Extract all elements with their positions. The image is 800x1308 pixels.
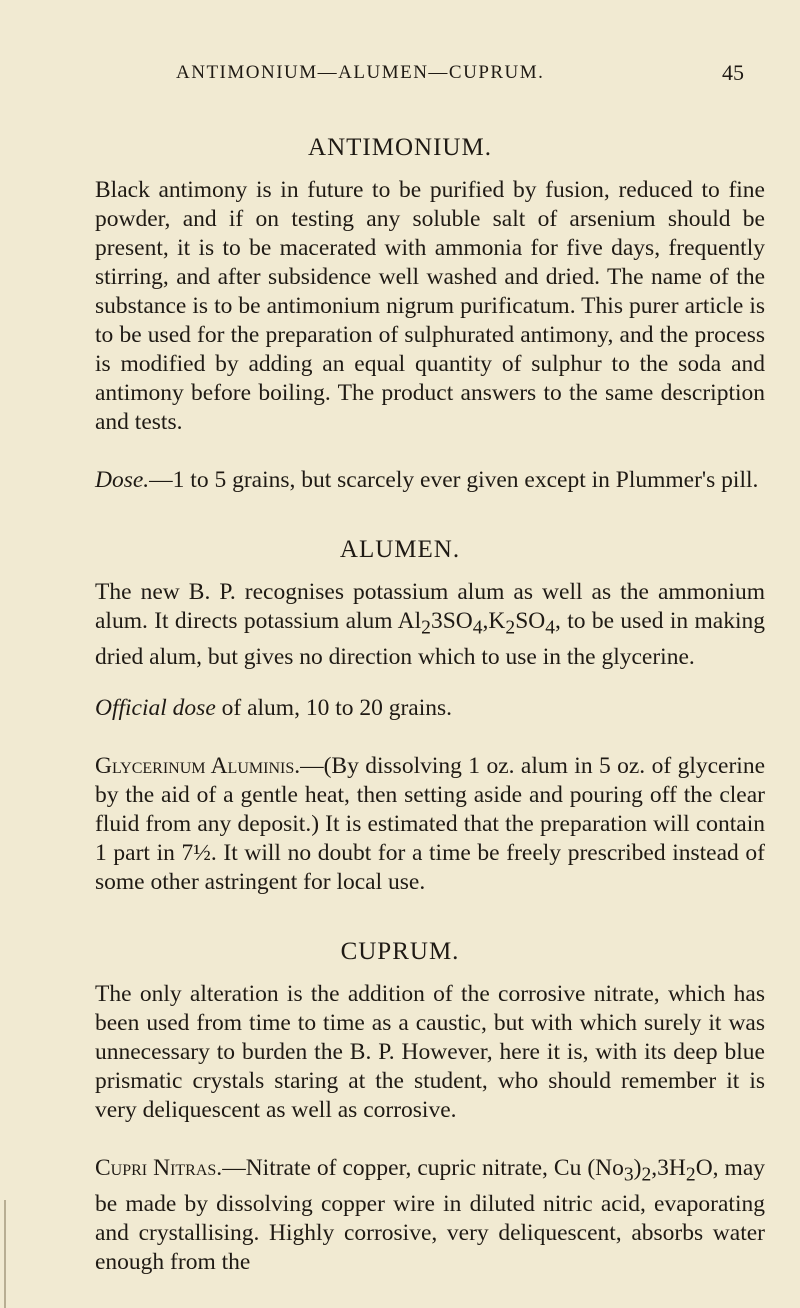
- alumen-body-part: , to be used in making dried alum, but gives no direction which to use in the glycerine.: [95, 608, 765, 670]
- running-title: ANTIMONIUM—ALUMEN—CUPRUM.: [176, 62, 545, 83]
- dose-text: —1 to 5 grains, but scarcely ever given except in Plummer's pill.: [149, 467, 759, 493]
- alumen-body-part: ,K: [482, 608, 506, 634]
- formula-subscript: 2: [421, 617, 431, 639]
- cupri-text-part: ,3H: [651, 1155, 686, 1181]
- page-number: 45: [722, 60, 744, 85]
- alumen-body-part: 3SO: [430, 608, 473, 634]
- dose-label: Dose.: [95, 467, 150, 493]
- antimonium-heading: ANTIMONIUM.: [308, 134, 492, 161]
- official-dose-label: Official dose: [95, 695, 216, 721]
- page-edge-shadow: [4, 1200, 6, 1308]
- antimonium-paragraph: [95, 176, 765, 437]
- alumen-paragraph: [95, 578, 765, 672]
- glycerinum-paragraph: [95, 752, 765, 897]
- cupri-nitras-paragraph: [95, 1154, 765, 1277]
- formula-subscript: 4: [545, 617, 556, 639]
- cupri-text-part: —Nitrate of copper, cupric nitrate, Cu (No: [222, 1155, 624, 1181]
- alumen-heading: ALUMEN.: [339, 536, 461, 563]
- glycerinum-text: —(By dissolving 1 oz. alum in 5 oz. of glycerine by the aid of a gentle heat, then setting aside and pouring off the clear fluid from any deposit.) It is estimated that the preparation will contain 1 part in 7½. It will no doubt for a time be freely prescribed instead of some other astringent for local use.: [95, 753, 765, 895]
- cuprum-heading: CUPRUM.: [340, 938, 460, 965]
- alumen-body-part: SO: [515, 608, 546, 634]
- antimonium-dose-paragraph: [95, 466, 765, 495]
- cuprum-paragraph: [95, 980, 765, 1125]
- alumen-body-part: The new B. P. recognises potassium alum as well as the ammonium alum. It directs potassium alum Al: [95, 579, 765, 634]
- formula-subscript: 2: [685, 1164, 696, 1186]
- cupri-text-part: ): [633, 1155, 642, 1181]
- official-dose-text: of alum, 10 to 20 grains.: [215, 695, 453, 721]
- antimonium-body: Black antimony is in future to be purified by fusion, reduced to fine powder, and if on testing any soluble salt of arsenium should be present, it is to be macerated with ammonia for five days, frequently stirring, and after subsidence well washed and dried. The name of the substance is to be antimonium nigrum purificatum. This purer article is to be used for the preparation of sulphurated antimony, and the process is modified by adding an equal quantity of sulphur to the soda and antimony before boiling. The product answers to the same description and tests.: [95, 177, 765, 435]
- glycerinum-label: Glycerinum Aluminis.: [95, 753, 301, 779]
- formula-subscript: 2: [641, 1164, 652, 1186]
- formula-subscript: 2: [505, 617, 516, 639]
- formula-subscript: 3: [623, 1164, 634, 1186]
- cupri-text-part: O, may be made by dissolving copper wire in diluted nitric acid, evaporating and crystallising. Highly corrosive, very deliquescent, absorbs water enough from the: [95, 1155, 765, 1275]
- cuprum-body: The only alteration is the addition of the corrosive nitrate, which has been used from time to time as a caustic, but with which surely it was unnecessary to burden the B. P. However, here it is, with its deep blue prismatic crystals staring at the student, who should remember it is very deliquescent as well as corrosive.: [95, 981, 765, 1123]
- formula-subscript: 4: [472, 617, 483, 639]
- official-dose-paragraph: [95, 694, 765, 723]
- cupri-nitras-label: Cupri Nitras.: [95, 1155, 223, 1181]
